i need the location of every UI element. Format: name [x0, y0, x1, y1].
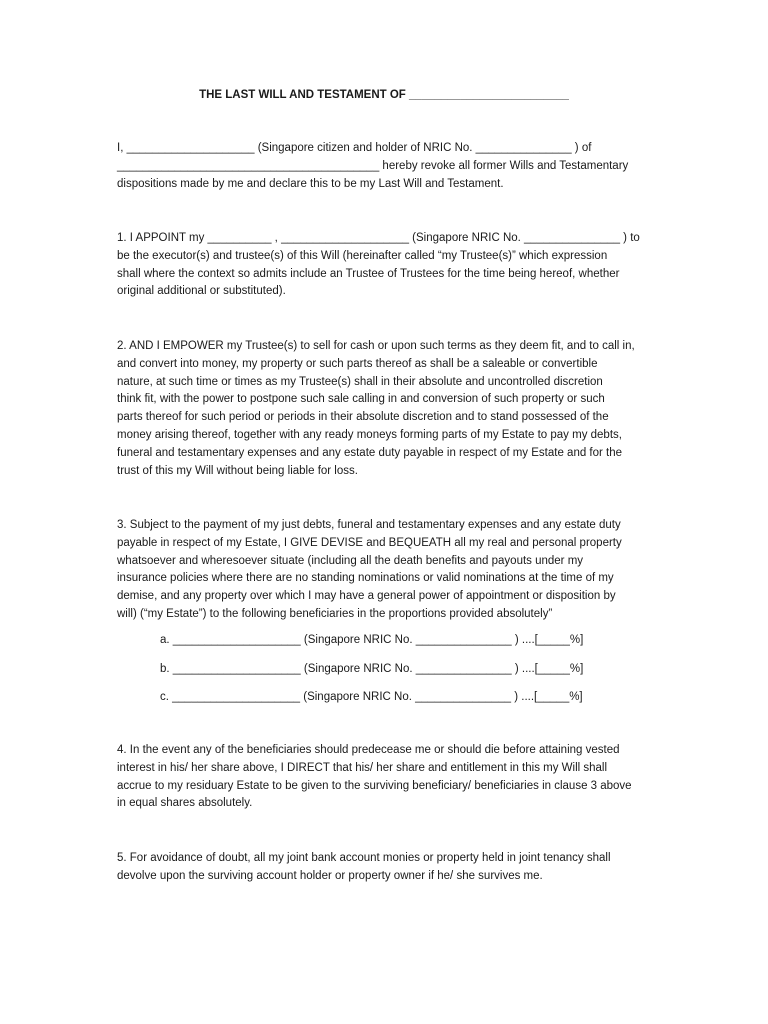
beneficiary-c-line: c. ____________________ (Singapore NRIC No. _______________ ) ....[_____%]: [160, 691, 583, 703]
intro-line: _________________________________________ hereby revoke all former Wills and Testamentary: [117, 159, 629, 172]
clause-5-line: devolve upon the surviving account holder or property owner if he/ she survives me.: [117, 869, 543, 882]
clause-4-line: accrue to my residuary Estate to be given to the surviving beneficiary/ beneficiaries in clause 3 above: [117, 779, 632, 792]
document-title: THE LAST WILL AND TESTAMENT OF _________________________: [199, 89, 569, 101]
intro-paragraph: [117, 140, 657, 193]
clause-4-line: 4. In the event any of the beneficiaries should predecease me or should die before attaining vested: [117, 744, 620, 756]
clause-2-line: funeral and testamentary expenses and any estate duty payable in respect of my Estate and for the: [117, 446, 623, 459]
clause-1-line: be the executor(s) and trustee(s) of this Will (hereinafter called “my Trustee(s)” which expression: [117, 249, 608, 262]
clause-3-line: whatsoever and wheresoever situate (including all the death benefits and payouts under my: [117, 554, 584, 567]
intro-line: dispositions made by me and declare this to be my Last Will and Testament.: [117, 177, 504, 190]
clause-2-line: think fit, with the power to postpone such sale calling in and conversion of such property or such: [117, 393, 605, 406]
clause-4-line: in equal shares absolutely.: [117, 797, 253, 810]
clause-3-line: demise, and any property over which I may have a general power of appointment or disposition by: [117, 590, 616, 603]
clause-1-line: shall where the context so admits include an Trustee of Trustees for the time being hereof, whether: [117, 267, 620, 280]
clause-2-line: and convert into money, my property or such parts thereof as shall be a saleable or convertible: [117, 357, 598, 370]
clause-5-joint-accounts: [117, 850, 657, 886]
clause-4-predecease: [117, 742, 657, 813]
clause-4-line: interest in his/ her share above, I DIRECT that his/ her share and entitlement in this my Will shall: [117, 761, 608, 774]
clause-2-line: trust of this my Will without being liable for loss.: [117, 464, 358, 477]
clause-1-line: original additional or substituted).: [117, 285, 286, 298]
clause-3-line: insurance policies where there are no standing nominations or valid nominations at the time of my: [117, 572, 614, 585]
clause-3-line: will) (“my Estate”) to the following beneficiaries in the proportions provided absolutely”: [117, 607, 553, 620]
beneficiary-a-line: a. ____________________ (Singapore NRIC No. _______________ ) ....[_____%]: [160, 634, 584, 646]
clause-2-line: nature, at such time or times as my Trustee(s) shall in their absolute and uncontrolled discretion: [117, 375, 603, 388]
clause-2-line: parts thereof for such period or periods in their absolute discretion and to stand possessed of the: [117, 411, 609, 424]
clause-2-line: money arising thereof, together with any ready moneys forming parts of my Estate to pay my debts,: [117, 428, 622, 441]
clause-3-line: payable in respect of my Estate, I GIVE DEVISE and BEQUEATH all my real and personal property: [117, 536, 622, 549]
clause-1-appointment: [117, 230, 657, 301]
clause-2-empowerment: [117, 338, 657, 480]
clause-5-line: 5. For avoidance of doubt, all my joint bank account monies or property held in joint tenancy shall: [117, 852, 611, 864]
clause-3-line: 3. Subject to the payment of my just debts, funeral and testamentary expenses and any estate duty: [117, 519, 621, 531]
beneficiary-b-line: b. ____________________ (Singapore NRIC No. _______________ ) ....[_____%]: [160, 663, 584, 675]
intro-line: I, ____________________ (Singapore citizen and holder of NRIC No. _______________ ) of: [117, 142, 592, 154]
clause-1-line: 1. I APPOINT my __________ , ____________________ (Singapore NRIC No. _______________ ) to: [117, 232, 640, 244]
clause-2-line: 2. AND I EMPOWER my Trustee(s) to sell for cash or upon such terms as they deem fit, and to call in,: [117, 340, 635, 352]
clause-3-bequest: [117, 517, 657, 624]
